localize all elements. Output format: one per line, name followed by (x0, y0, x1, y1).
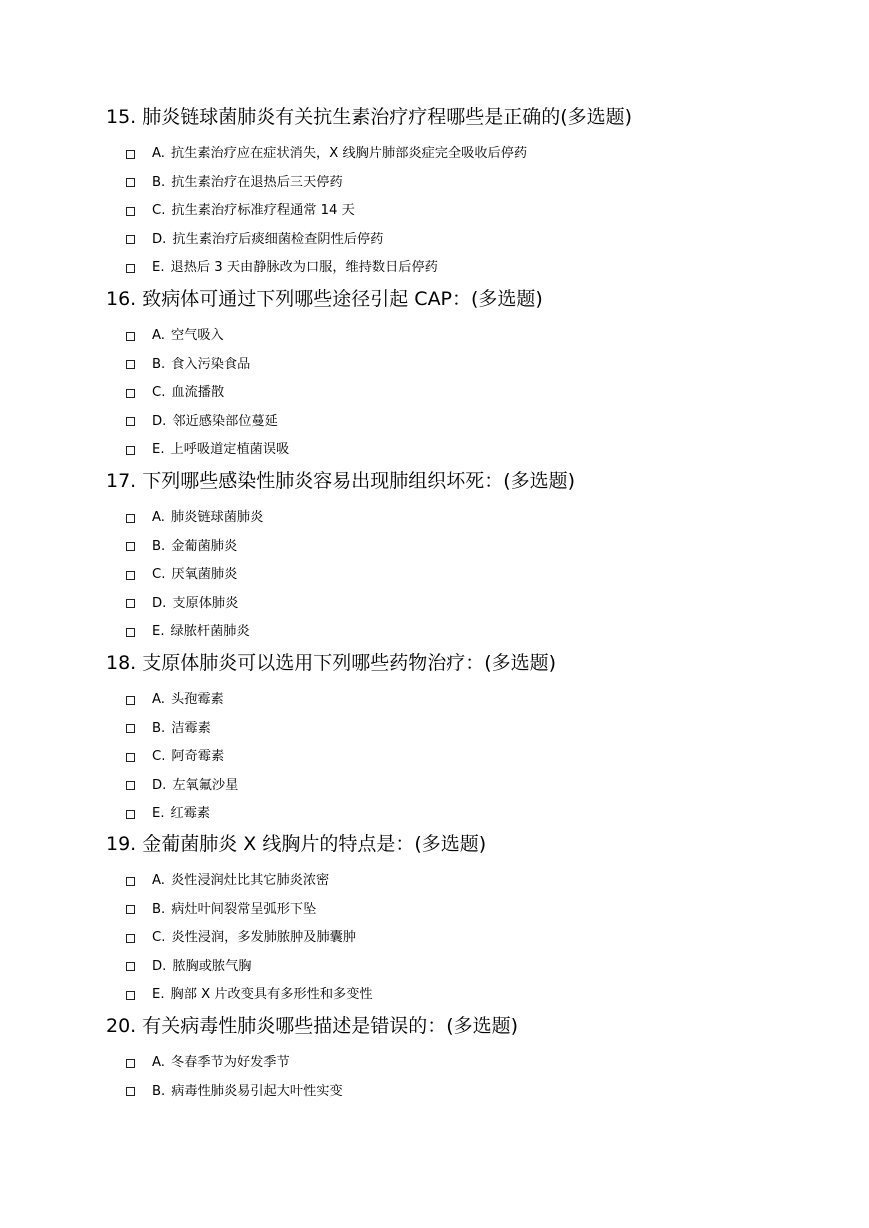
option-letter: E. (152, 260, 165, 275)
option-text: 胸部 X 片改变具有多形性和多变性 (170, 987, 373, 1002)
option-item[interactable] (106, 686, 826, 715)
option-list (106, 140, 826, 283)
checkbox[interactable] (126, 877, 135, 886)
option-text: 头孢霉素 (170, 692, 224, 707)
option-item[interactable] (106, 322, 826, 351)
option-item[interactable] (106, 772, 826, 801)
checkbox[interactable] (126, 446, 135, 455)
option-item[interactable] (106, 351, 826, 380)
option-item[interactable] (106, 924, 826, 953)
question-title: 15. 肺炎链球菌肺炎有关抗生素治疗疗程哪些是正确的(多选题) (106, 106, 633, 128)
option-text: 抗生素治疗后痰细菌检查阴性后停药 (172, 231, 384, 247)
question-title: 18. 支原体肺炎可以选用下列哪些药物治疗：(多选题) (106, 652, 557, 674)
option-text: 血流播散 (171, 385, 225, 400)
option-item[interactable] (106, 743, 826, 772)
option-letter: A. (152, 328, 165, 343)
option-item[interactable] (106, 197, 826, 226)
option-text: 肺炎链球菌肺炎 (170, 510, 264, 525)
option-item[interactable] (106, 169, 826, 198)
option-letter: D. (152, 958, 167, 974)
option-item[interactable] (106, 953, 826, 982)
option-text: 邻近感染部位蔓延 (172, 413, 278, 429)
option-text: 洁霉素 (171, 720, 211, 736)
option-item[interactable] (106, 379, 826, 408)
checkbox[interactable] (126, 934, 135, 943)
question-15 (106, 104, 826, 283)
option-text: 抗生素治疗标准疗程通常 14 天 (171, 203, 355, 218)
option-letter: B. (152, 174, 166, 190)
option-letter: B. (152, 1083, 166, 1099)
checkbox[interactable] (126, 1087, 135, 1096)
question-title: 16. 致病体可通过下列哪些途径引起 CAP：(多选题) (106, 288, 543, 310)
option-text: 食入污染食品 (171, 356, 251, 372)
option-letter: C. (152, 567, 166, 582)
option-text: 抗生素治疗在退热后三天停药 (171, 174, 343, 190)
option-item[interactable] (106, 226, 826, 255)
option-text: 绿脓杆菌肺炎 (170, 624, 250, 639)
option-letter: D. (152, 231, 167, 247)
checkbox[interactable] (126, 389, 135, 398)
option-item[interactable] (106, 561, 826, 590)
checkbox[interactable] (126, 753, 135, 762)
question-20 (106, 1013, 826, 1106)
option-list (106, 1049, 826, 1106)
option-letter: E. (152, 806, 165, 821)
option-list (106, 686, 826, 829)
option-text: 左氧氟沙星 (172, 777, 239, 793)
checkbox[interactable] (126, 1059, 135, 1068)
option-item[interactable] (106, 1049, 826, 1078)
option-text: 抗生素治疗应在症状消失，X 线胸片肺部炎症完全吸收后停药 (170, 146, 528, 161)
option-list (106, 322, 826, 465)
checkbox[interactable] (126, 514, 135, 523)
option-letter: B. (152, 901, 166, 917)
option-text: 病灶叶间裂常呈弧形下坠 (171, 901, 317, 917)
option-text: 冬春季节为好发季节 (170, 1055, 290, 1070)
checkbox[interactable] (126, 628, 135, 637)
option-item[interactable] (106, 800, 826, 829)
question-19 (106, 831, 826, 1010)
option-item[interactable] (106, 896, 826, 925)
checkbox[interactable] (126, 542, 135, 551)
checkbox[interactable] (126, 905, 135, 914)
option-item[interactable] (106, 533, 826, 562)
option-text: 厌氧菌肺炎 (171, 567, 238, 582)
option-item[interactable] (106, 436, 826, 465)
option-item[interactable] (106, 618, 826, 647)
option-text: 上呼吸道定植菌误吸 (170, 442, 290, 457)
option-item[interactable] (106, 1078, 826, 1107)
checkbox[interactable] (126, 178, 135, 187)
question-18 (106, 650, 826, 829)
checkbox[interactable] (126, 360, 135, 369)
checkbox[interactable] (126, 599, 135, 608)
option-letter: E. (152, 624, 165, 639)
checkbox[interactable] (126, 332, 135, 341)
checkbox[interactable] (126, 810, 135, 819)
checkbox[interactable] (126, 962, 135, 971)
option-letter: C. (152, 749, 166, 764)
option-letter: E. (152, 987, 165, 1002)
option-text: 炎性浸润灶比其它肺炎浓密 (170, 873, 330, 888)
option-text: 脓胸或脓气胸 (172, 958, 252, 974)
option-letter: B. (152, 538, 166, 554)
option-letter: E. (152, 442, 165, 457)
option-letter: B. (152, 720, 166, 736)
option-letter: A. (152, 873, 165, 888)
option-item[interactable] (106, 504, 826, 533)
option-letter: C. (152, 203, 166, 218)
checkbox[interactable] (126, 417, 135, 426)
option-list (106, 867, 826, 1010)
option-text: 空气吸入 (170, 328, 224, 343)
option-item[interactable] (106, 140, 826, 169)
question-title: 20. 有关病毒性肺炎哪些描述是错误的：(多选题) (106, 1015, 519, 1037)
checkbox[interactable] (126, 207, 135, 216)
checkbox[interactable] (126, 264, 135, 273)
checkbox[interactable] (126, 696, 135, 705)
checkbox[interactable] (126, 150, 135, 159)
checkbox[interactable] (126, 235, 135, 244)
question-title: 19. 金葡菌肺炎 X 线胸片的特点是：(多选题) (106, 833, 487, 855)
option-letter: B. (152, 356, 166, 372)
question-16 (106, 286, 826, 465)
question-17 (106, 468, 826, 647)
option-letter: D. (152, 413, 167, 429)
option-text: 红霉素 (170, 806, 211, 821)
option-text: 阿奇霉素 (171, 749, 225, 764)
option-text: 金葡菌肺炎 (171, 538, 238, 554)
option-letter: D. (152, 777, 167, 793)
option-text: 病毒性肺炎易引起大叶性实变 (171, 1083, 343, 1099)
option-item[interactable] (106, 590, 826, 619)
option-text: 退热后 3 天由静脉改为口服，维持数日后停药 (170, 260, 438, 275)
option-letter: A. (152, 1055, 165, 1070)
checkbox[interactable] (126, 571, 135, 580)
option-item[interactable] (106, 408, 826, 437)
option-item[interactable] (106, 981, 826, 1010)
option-list (106, 504, 826, 647)
option-letter: A. (152, 692, 165, 707)
option-item[interactable] (106, 715, 826, 744)
option-text: 支原体肺炎 (172, 595, 239, 611)
option-text: 炎性浸润，多发肺脓肿及肺囊肿 (171, 930, 357, 945)
option-letter: A. (152, 146, 165, 161)
option-letter: C. (152, 385, 166, 400)
checkbox[interactable] (126, 724, 135, 733)
option-letter: A. (152, 510, 165, 525)
question-title: 17. 下列哪些感染性肺炎容易出现肺组织坏死：(多选题) (106, 470, 576, 492)
option-item[interactable] (106, 254, 826, 283)
option-item[interactable] (106, 867, 826, 896)
option-letter: D. (152, 595, 167, 611)
checkbox[interactable] (126, 991, 135, 1000)
option-letter: C. (152, 930, 166, 945)
checkbox[interactable] (126, 781, 135, 790)
